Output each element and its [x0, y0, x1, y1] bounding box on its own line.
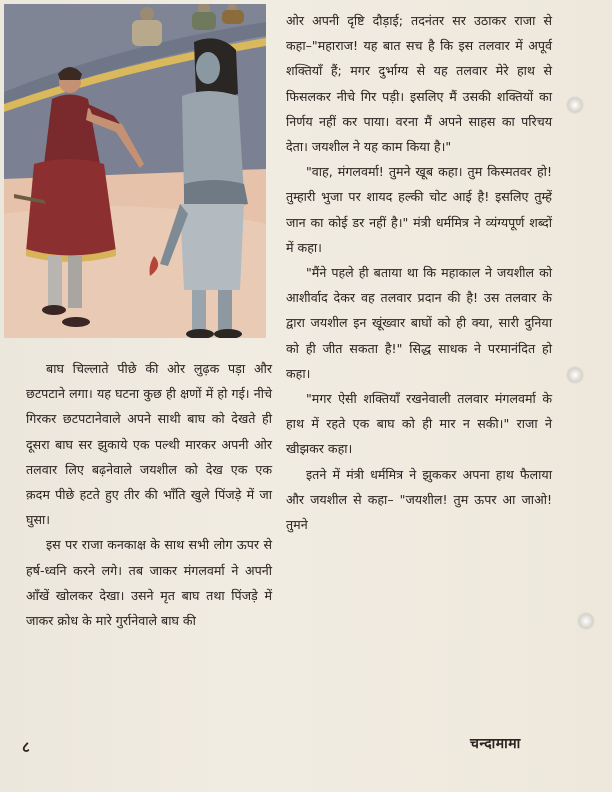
paragraph: "मैंने पहले ही बताया था कि महाकाल ने जयशील को आशीर्वाद देकर वह तलवार प्रदान की है! उस तलवार के द्वारा जयशील इन खूंख्वार बाघों को ही क्या, सारी दुनिया को ही जीत सकता है!" सिद्ध साधक ने परमानंदित हो कहा। [286, 265, 552, 381]
paragraph: इस पर राजा कनकाक्ष के साथ सभी लोग ऊपर से हर्ष-ध्वनि करने लगे। तब जाकर मंगलवर्मा ने अपनी आँखें खोलकर देखा। उसने मृत बाघ तथा पिंजड़े में जाकर क्रोध के मारे गुर्रानेवाले बाघ की [26, 537, 272, 629]
paragraph: इतने में मंत्री धर्ममित्र ने झुककर अपना हाथ फैलाया और जयशील से कहा– "जयशील! तुम ऊपर आ जाओ! तुमने [286, 466, 552, 533]
paragraph: बाघ चिल्लाते पीछे की ओर लुढ़क पड़ा और छटपटाने लगा। यह घटना कुछ ही क्षणों में हो गई। नीचे गिरकर छटपटानेवाले अपने साथी बाघ को देखते ही दूसरा बाघ सर झुकाये एक पल्थी मारकर अपनी ओर तलवार लिए बढ़नेवाले जयशील को देख एक एक क़दम पीछे हटते हुए तीर की भाँति खुले पिंजड़े में जा घुसा। [26, 361, 272, 528]
story-illustration [4, 4, 266, 338]
paragraph: ओर अपनी दृष्टि दौड़ाई; तदनंतर सर उठाकर राजा से कहा–"महाराज! यह बात सच है कि इस तलवार में अपूर्व शक्तियाँ हैं; मगर दुर्भाग्य से यह तलवार मेरे हाथ से फिसलकर नीचे गिर पड़ी। इसलिए मैं उसकी शक्तियों का निर्णय नहीं कर पाया। वरना मैं अपने साहस का परिचय देता। जयशील ने यह काम किया है।" [286, 13, 552, 155]
flower-ornament-icon [577, 612, 595, 630]
magazine-name: चन्दामामा [470, 736, 521, 752]
paragraph: "मगर ऐसी शक्तियाँ रखनेवाली तलवार मंगलवर्मा के हाथ में रहते एक बाघ को ही मार न सकी।" राजा ने खीझकर कहा। [286, 391, 552, 457]
paragraph: "वाह, मंगलवर्मा! तुमने खूब कहा। तुम किस्मतवर हो! तुम्हारी भुजा पर शायद हल्की चोट आई है! इसलिए तुम्हें जान का कोई डर नहीं है।" मंत्री धर्ममित्र ने व्यंग्यपूर्ण शब्दों में कहा। [286, 164, 552, 255]
page-number: ८ [22, 738, 30, 756]
flower-ornament-icon [566, 366, 584, 384]
illustration-drawing [4, 4, 266, 338]
right-text-column [286, 8, 552, 537]
left-text-column [26, 356, 272, 633]
flower-ornament-icon [566, 96, 584, 114]
